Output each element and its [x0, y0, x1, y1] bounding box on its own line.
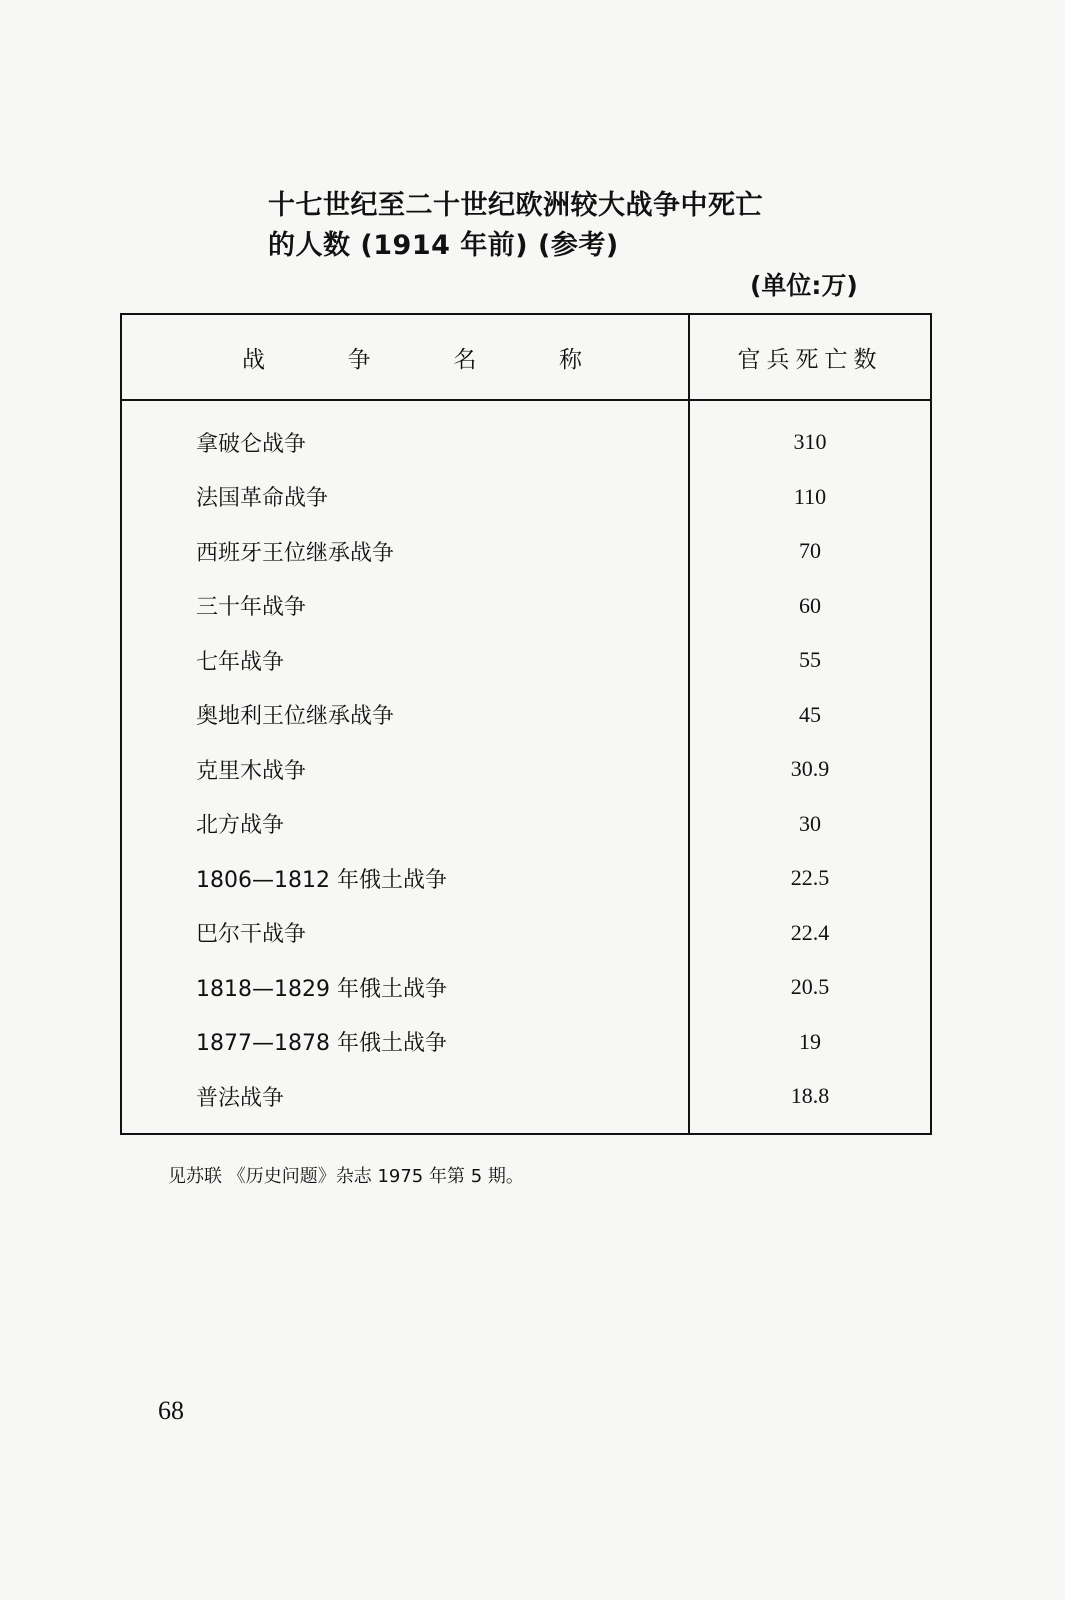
- table-row: [122, 1015, 930, 1070]
- page-number: 68: [158, 1396, 184, 1425]
- death-count: 45: [799, 701, 821, 727]
- table-body: [122, 415, 930, 1124]
- death-count: 20.5: [790, 974, 830, 1000]
- war-name: 1877—1878 年俄土战争: [196, 1031, 447, 1057]
- header-war-name-char: 名: [453, 346, 477, 373]
- death-count: 30.9: [790, 756, 830, 782]
- table-row: [122, 688, 930, 743]
- table-row: [122, 906, 930, 961]
- unit-label: (单位:万): [750, 271, 858, 300]
- header-war-name: [242, 315, 582, 399]
- war-name: 巴尔干战争: [196, 922, 307, 948]
- death-count: 19: [799, 1028, 821, 1054]
- header-war-name-char: 争: [347, 346, 371, 373]
- table-title-line-2: 的人数 (1914 年前) (参考): [268, 230, 619, 261]
- war-name: 奥地利王位继承战争: [196, 704, 395, 730]
- header-divider: [122, 399, 930, 401]
- table-row: [122, 851, 930, 906]
- war-name: 1806—1812 年俄土战争: [196, 867, 447, 893]
- table-row: [122, 633, 930, 688]
- table-row: [122, 797, 930, 852]
- war-name: 七年战争: [196, 649, 285, 675]
- death-count: 55: [799, 647, 821, 673]
- table-title-line-1: 十七世纪至二十世纪欧洲较大战争中死亡: [268, 190, 763, 221]
- death-count: 60: [799, 592, 821, 618]
- header-war-name-char: 战: [242, 346, 265, 373]
- death-count: 22.5: [790, 865, 830, 891]
- header-war-name-char: 称: [558, 346, 582, 373]
- war-name: 北方战争: [196, 813, 285, 839]
- table-row: [122, 1069, 930, 1124]
- war-name: 法国革命战争: [196, 486, 329, 512]
- war-name: 拿破仑战争: [196, 431, 307, 457]
- table-row: [122, 470, 930, 525]
- casualty-table: [120, 313, 932, 1135]
- table-row: [122, 579, 930, 634]
- table-row: [122, 742, 930, 797]
- death-count: 310: [793, 429, 827, 455]
- table-row: [122, 524, 930, 579]
- header-deaths: 官兵死亡数: [737, 346, 883, 373]
- table-row: [122, 415, 930, 470]
- war-name: 普法战争: [196, 1085, 285, 1111]
- table-row: [122, 960, 930, 1015]
- war-name: 克里木战争: [196, 758, 307, 784]
- war-name: 西班牙王位继承战争: [196, 540, 395, 566]
- table-title: [268, 186, 828, 266]
- source-note: 见苏联 《历史问题》杂志 1975 年第 5 期。: [168, 1166, 524, 1187]
- war-name: 1818—1829 年俄土战争: [196, 976, 447, 1002]
- death-count: 110: [793, 483, 827, 509]
- death-count: 22.4: [790, 919, 830, 945]
- death-count: 70: [799, 538, 821, 564]
- war-name: 三十年战争: [196, 595, 307, 621]
- death-count: 30: [799, 810, 821, 836]
- death-count: 18.8: [790, 1083, 830, 1109]
